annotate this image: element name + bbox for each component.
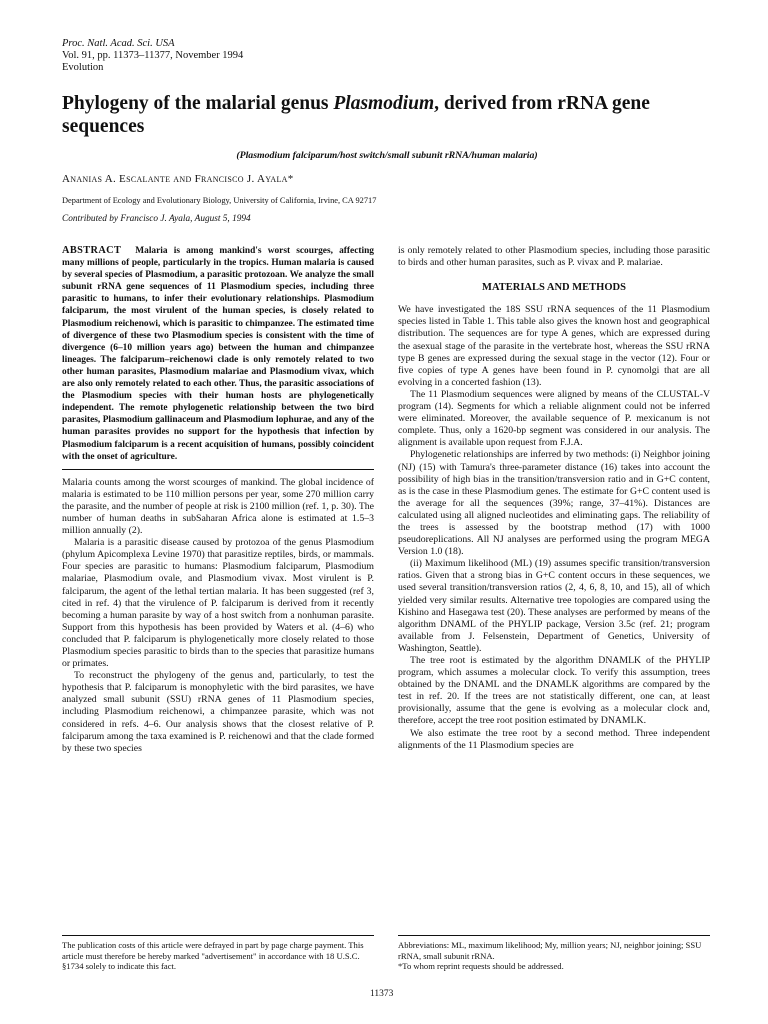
abstract bbox=[62, 245, 374, 463]
right-column bbox=[398, 245, 710, 752]
footnote-left: The publication costs of this article were defrayed in part by page charge payment. This article must therefore be hereby marked "advertisement" in accordance with 18 U.S.C. §1734 solely to indicate this fact. bbox=[62, 940, 364, 972]
intro-paragraph-2: Malaria is a parasitic disease caused by protozoa of the genus Plasmodium (phylum Apicomplexa Levine 1970) that parasitize reptiles, birds, or mammals. Four species are parasitic to humans: Plasmodium falciparum, Plasmodium malariae, Plasmodium ovale, and Plasmodium vivax. Most virulent is P. falciparum, the agent of the lethal tertian malaria. It has been suggested (ref 3, cited in ref. 4) that the virulence of P. falciparum is derived from it recently becoming a human parasite by way of a host switch from a nonhuman parasite. Support from this hypothesis has been provided by Waters et al. (4–6) who concluded that P. falciparum is phylogenetically more closely related to those Plasmodium species parasitic to birds than to the species that parasitize humans or primates. bbox=[62, 537, 374, 670]
abstract-heading: ABSTRACT bbox=[62, 245, 122, 256]
keywords: (Plasmodium falciparum/host switch/small subunit rRNA/human malaria) bbox=[236, 150, 538, 161]
methods-paragraph-3: Phylogenetic relationships are inferred by two methods: (i) Neighbor joining (NJ) (15) with Tamura's three-parameter distance (16) takes into account the possibility of high bias in the transition/transversion ratio and in G+C content, as is the case in these Plasmodium genes. The estimate for G+C content used is the average for all the sequences (39%; range, 37–41%). Distances are calculated using all aligned nucleotides and eliminating gaps. The reliability of the trees is assessed by the bootstrap method (17) with 1000 pseudoreplications. All NJ analyses are performed using the program MEGA Version 1.0 (18). bbox=[398, 449, 710, 558]
abbreviations-note: Abbreviations: ML, maximum likelihood; My, million years; NJ, neighbor joining; SSU rRNA, small subunit rRNA. bbox=[398, 940, 702, 961]
affiliation: Department of Ecology and Evolutionary Biology, University of California, Irvine, CA 92717 bbox=[62, 196, 377, 205]
methods-paragraph-6: We also estimate the tree root by a second method. Three independent alignments of the 11 Plasmodium species are bbox=[398, 727, 710, 751]
title-part2: , derived from rRNA gene sequences bbox=[62, 93, 650, 137]
journal-header bbox=[62, 38, 243, 74]
intro-continuation: is only remotely related to other Plasmodium species, including those parasitic to birds and other human parasites, such as P. vivax and P. malariae. bbox=[398, 245, 710, 269]
footnote-divider-right bbox=[398, 935, 710, 936]
methods-paragraph-4: (ii) Maximum likelihood (ML) (19) assumes specific transition/transversion ratios. Given that a strong bias in G+C content occurs in these sequences, we used several transition/transversion ratios (2, 4, 6, 8, 10, and 15), all of which yielded very similar results. Alternative tree topologies are compared using the Kishino and Hasegawa test (20). These analyses are performed by means of the algorithm DNAML of the PHYLIP package, Version 3.5c (ref. 21; program available from J. Felsenstein, Department of Genetics, University of Washington, Seattle). bbox=[398, 558, 710, 654]
footnote-divider-left bbox=[62, 935, 374, 936]
contributed-line: Contributed by Francisco J. Ayala, August 5, 1994 bbox=[62, 214, 251, 224]
reprint-note: *To whom reprint requests should be addressed. bbox=[398, 961, 564, 972]
journal-name: Proc. Natl. Acad. Sci. USA bbox=[62, 38, 175, 49]
abstract-text: Malaria is among mankind's worst scourges, affecting many millions of people, particularly in the tropics. Human malaria is caused by several species of Plasmodium, a parasitic protozoan. We analyze the small subunit rRNA gene sequences of 11 Plasmodium species, including three parasitic to humans, to infer their evolutionary relationships. Plasmodium falciparum, the most virulent of the human species, is closely related to Plasmodium reichenowi, which is parasitic to chimpanzee. The estimated time of divergence of these two Plasmodium species is consistent with the time of divergence (6–10 million years ago) between the human and chimpanzee lineages. The falciparum–reichenowi clade is only remotely related to two other human parasites, Plasmodium malariae and Plasmodium vivax, which are also only remotely related to each other. Thus, the parasitic associations of the Plasmodium species with their human hosts are phylogenetically independent. The remote phylogenetic relationship between the two bird parasites, Plasmodium gallinaceum and Plasmodium lophurae, and any of the human parasites provides no support for the hypothesis that infection by Plasmodium falciparum is a recent acquisition of humans, possibly coincident with the onset of agriculture. bbox=[62, 246, 374, 462]
methods-heading: MATERIALS AND METHODS bbox=[482, 282, 626, 294]
methods-paragraph-2: The 11 Plasmodium sequences were aligned by means of the CLUSTAL-V program (14). Segments for which a reliable alignment could not be inferred were eliminated. Moreover, the available sequence of P. mexicanum is not complete. Thus, only a 1620-bp segment was considered in our analysis. The alignment is available upon request from F.J.A. bbox=[398, 388, 710, 449]
left-column bbox=[62, 245, 374, 755]
journal-volume: Vol. 91, pp. 11373–11377, November 1994 bbox=[62, 50, 244, 61]
article-title bbox=[62, 92, 712, 138]
title-italic: Plasmodium bbox=[333, 93, 435, 114]
title-part1: Phylogeny of the malarial genus bbox=[62, 93, 334, 114]
intro-paragraph-3: To reconstruct the phylogeny of the genus and, particularly, to test the hypothesis that P. falciparum is monophyletic with the bird parasites, we have analyzed small subunit (SSU) rRNA genes of 11 Plasmodium species, including Plasmodium reichenowi, a chimpanzee parasite, which was not considered in refs. 4–6. Our analysis shows that the closest relative of P. falciparum among the taxa examined is P. reichenowi and that the clade formed by these two species bbox=[62, 670, 374, 754]
abstract-divider bbox=[62, 469, 374, 470]
methods-paragraph-1: We have investigated the 18S SSU rRNA sequences of the 11 Plasmodium species listed in Table 1. This table also gives the known host and geographical distribution. The sequences are for type A genes, which are expressed during the asexual stage of the parasite in the vertebrate host, whereas the SSU rRNA type B genes are expressed during the sexual stage in the vector (12). Four or five copies of type A genes have been found in P. cynomolgi that are all evolving in a concerted fashion (13). bbox=[398, 304, 710, 388]
footnote-right bbox=[398, 940, 710, 972]
authors: Ananias A. Escalante and Francisco J. Ayala* bbox=[62, 173, 294, 185]
journal-section: Evolution bbox=[62, 62, 104, 73]
methods-paragraph-5: The tree root is estimated by the algorithm DNAMLK of the PHYLIP program, which assumes a molecular clock. To verify this assumption, trees obtained by the DNAML and the DNAMLK algorithms are compared by the test in ref. 20. If the trees are not statistically different, one can, at least provisionally, assume that the gene is evolving as a molecular clock and, therefore, accept the tree root position estimated by DNAMLK. bbox=[398, 655, 710, 727]
page-number: 11373 bbox=[370, 989, 394, 999]
intro-paragraph-1: Malaria counts among the worst scourges of mankind. The global incidence of malaria is estimated to be 110 million persons per year, some 270 million carry the parasite, and the number of people at risk is 2100 million (ref. 1, p. 30). The number of human deaths in subSaharan Africa alone is estimated at 1.5–3 million annually (2). bbox=[62, 476, 374, 537]
